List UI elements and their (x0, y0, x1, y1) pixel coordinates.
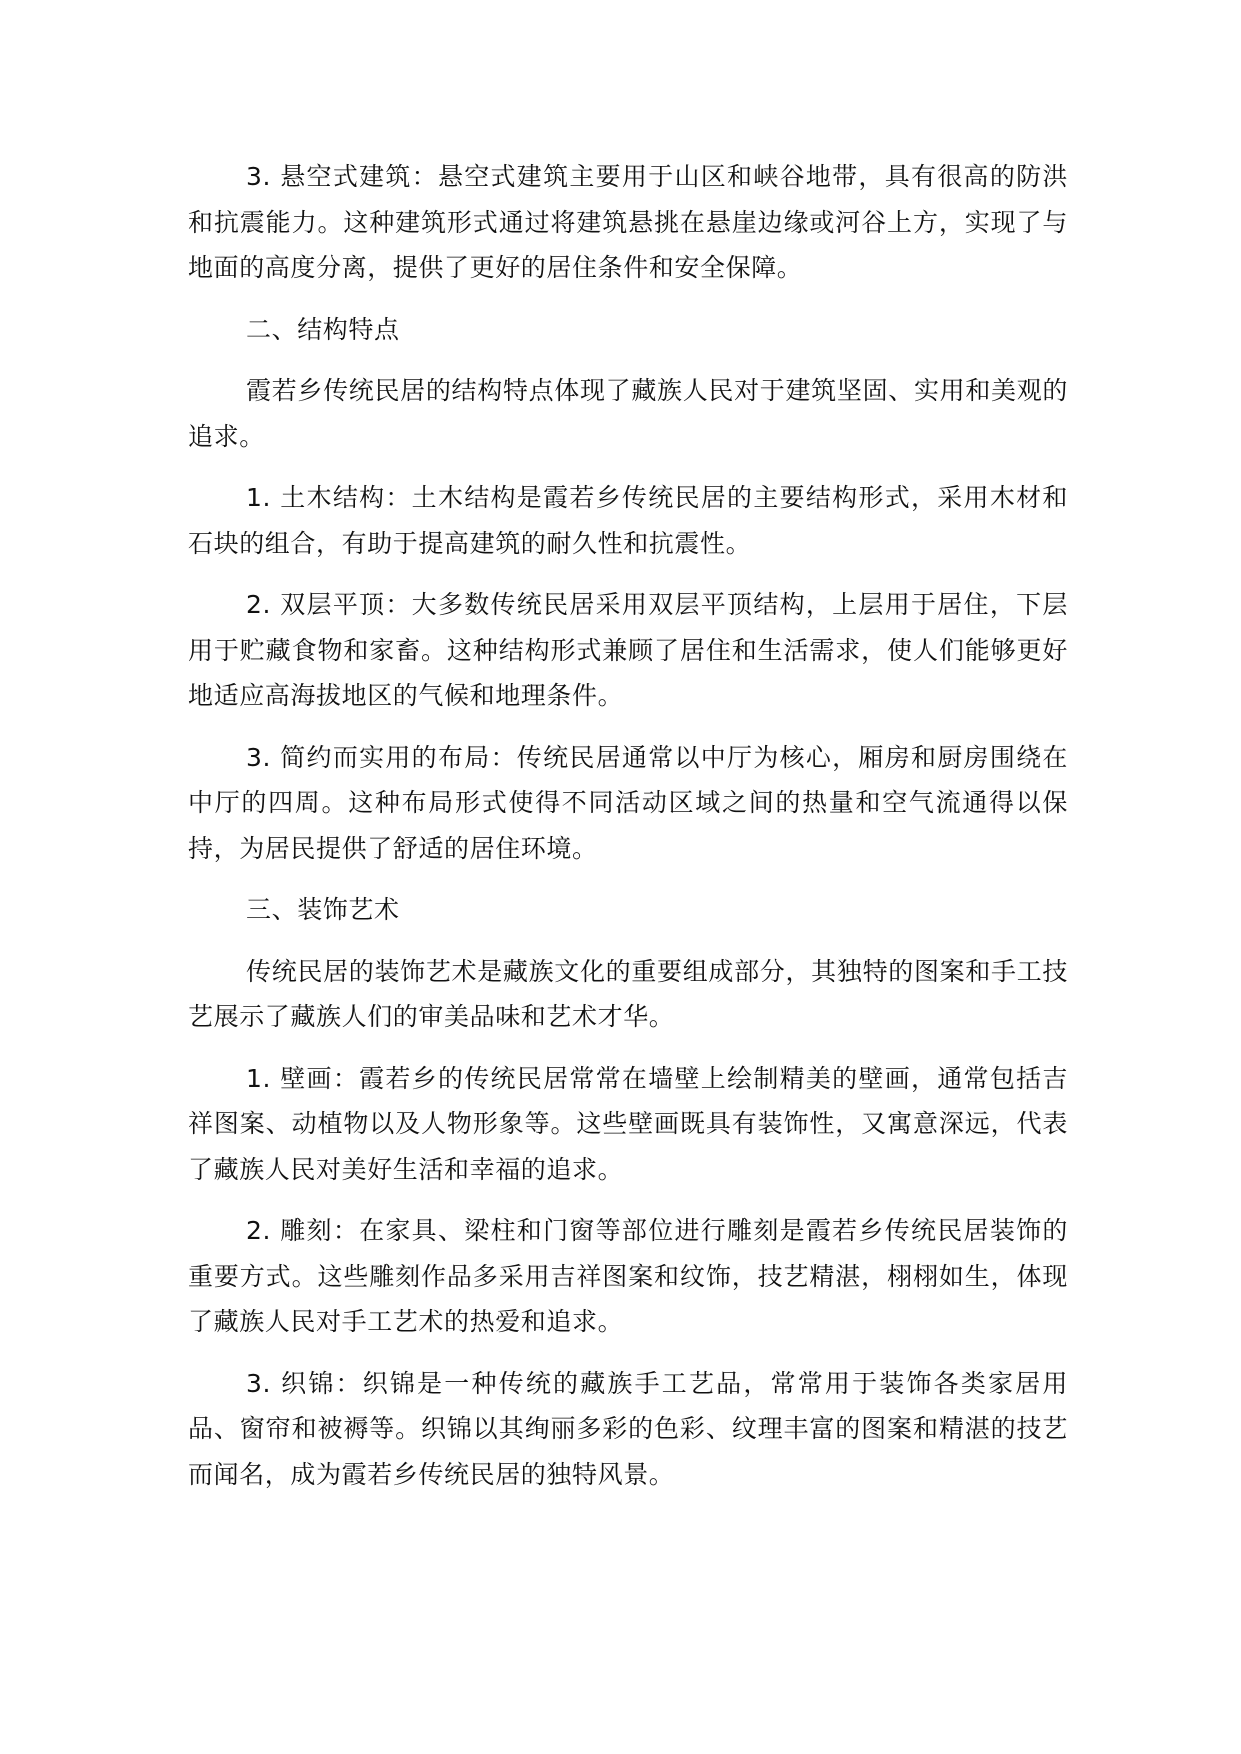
paragraph-murals: 1. 壁画：霞若乡的传统民居常常在墙壁上绘制精美的壁画，通常包括吉祥图案、动植物以及人物形象等。这些壁画既具有装饰性，又寓意深远，代表了藏族人民对美好生活和幸福的追求。 (188, 1063, 1068, 1184)
paragraph-double-flat-roof: 2. 双层平顶：大多数传统民居采用双层平顶结构，上层用于居住，下层用于贮藏食物和家畜。这种结构形式兼顾了居住和生活需求，使人们能够更好地适应高海拔地区的气候和地理条件。 (188, 590, 1068, 710)
paragraph-decoration-intro: 传统民居的装饰艺术是藏族文化的重要组成部分，其独特的图案和手工技艺展示了藏族人们的审美品味和艺术才华。 (188, 956, 1068, 1031)
paragraph-earth-wood-structure: 1. 土木结构：土木结构是霞若乡传统民居的主要结构形式，采用木材和石块的组合，有助于提高建筑的耐久性和抗震性。 (188, 483, 1068, 558)
paragraph-brocade: 3. 织锦：织锦是一种传统的藏族手工艺品，常常用于装饰各类家居用品、窗帘和被褥等。织锦以其绚丽多彩的色彩、纹理丰富的图案和精湛的技艺而闻名，成为霞若乡传统民居的独特风景。 (188, 1368, 1068, 1489)
paragraph-carving: 2. 雕刻：在家具、梁柱和门窗等部位进行雕刻是霞若乡传统民居装饰的重要方式。这些雕刻作品多采用吉祥图案和纹饰，技艺精湛，栩栩如生，体现了藏族人民对手工艺术的热爱和追求。 (188, 1216, 1068, 1336)
document-body (188, 154, 1068, 1513)
paragraph-structure-intro: 霞若乡传统民居的结构特点体现了藏族人民对于建筑坚固、实用和美观的追求。 (188, 376, 1068, 451)
paragraph-simple-layout: 3. 简约而实用的布局：传统民居通常以中厅为核心，厢房和厨房围绕在中厅的四周。这种布局形式使得不同活动区域之间的热量和空气流通得以保持，为居民提供了舒适的居住环境。 (188, 742, 1068, 863)
section-heading-decoration: 三、装饰艺术 (246, 895, 400, 924)
section-heading-structure: 二、结构特点 (246, 314, 400, 344)
paragraph-suspended-building: 3. 悬空式建筑：悬空式建筑主要用于山区和峡谷地带，具有很高的防洪和抗震能力。这种建筑形式通过将建筑悬挑在悬崖边缘或河谷上方，实现了与地面的高度分离，提供了更好的居住条件和安全保障。 (188, 162, 1068, 282)
